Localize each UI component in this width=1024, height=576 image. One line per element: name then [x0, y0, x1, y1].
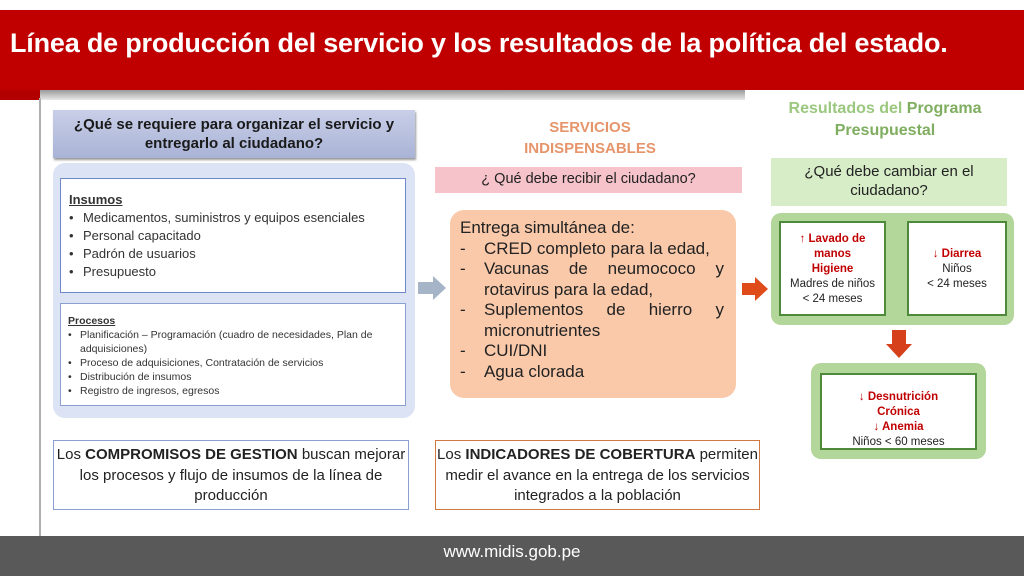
list-item: • Padrón de usuarios [69, 245, 405, 263]
indicadores-note [435, 440, 760, 510]
services-title-line: SERVICIOS [549, 119, 631, 136]
procesos-box [60, 303, 406, 406]
result-label: ↓ Desnutrición [858, 391, 939, 403]
footer-bar [0, 536, 1024, 576]
result-malnutrition [820, 373, 977, 450]
procesos-list [68, 328, 405, 398]
arrow-right-icon [742, 277, 768, 301]
list-item: • Medicamentos, suministros y equipos esenciales [69, 209, 405, 227]
procesos-heading: Procesos [68, 315, 116, 327]
results-title-part: Resultados del [788, 100, 907, 117]
result-label: ↓ Diarrea [932, 248, 982, 260]
result-target: Niños [942, 263, 972, 275]
result-target: Niños < 60 meses [852, 436, 945, 448]
list-item: - CUI/DNI [460, 341, 724, 362]
result-diarrhea [907, 221, 1007, 316]
insumos-heading: Insumos [69, 192, 123, 207]
note-bold-text: INDICADORES DE COBERTURA [465, 446, 696, 463]
organize-service-question: ¿Qué se requiere para organizar el servicio y entregarlo al ciudadano? [53, 110, 415, 158]
list-item: • Registro de ingresos, egresos [68, 384, 405, 398]
services-title-line: INDISPENSABLES [524, 140, 656, 157]
left-divider [39, 98, 41, 536]
services-title [440, 117, 740, 159]
list-item: - Agua clorada [460, 362, 724, 383]
result-label: ↑ Lavado de [799, 233, 866, 245]
arrow-right-icon [418, 276, 446, 300]
list-item: • Proceso de adquisiciones, Contratación de servicios [68, 356, 405, 370]
note-text: Los [437, 446, 466, 463]
result-handwashing [779, 221, 886, 316]
footer-url: www.midis.gob.pe [443, 542, 581, 561]
result-label: ↓ Anemia [873, 421, 924, 433]
list-item: - Vacunas de neumococo y rotavirus para la edad, [460, 259, 724, 300]
note-text: buscan mejorar los procesos y flujo de insumos de la línea de producción [79, 446, 406, 504]
list-item: • Presupuesto [69, 263, 405, 281]
results-title-part: Programa [906, 100, 982, 117]
list-item: • Personal capacitado [69, 227, 405, 245]
compromisos-note [53, 440, 409, 510]
note-text: permiten medir el avance en la entrega de los servicios integrados a la población [445, 446, 758, 504]
result-label: manos [813, 248, 852, 260]
services-question: ¿ Qué debe recibir el ciudadano? [435, 167, 742, 193]
list-item: • Planificación – Programación (cuadro de necesidades, Plan de adquisiciones) [68, 328, 405, 356]
list-item: - CRED completo para la edad, [460, 239, 724, 260]
list-item: - Suplementos de hierro y micronutrientes [460, 300, 724, 341]
services-box [450, 210, 736, 398]
results-question: ¿Qué debe cambiar en el ciudadano? [771, 158, 1007, 206]
services-list [460, 239, 724, 383]
results-title [770, 98, 1000, 142]
result-label: Crónica [877, 406, 920, 418]
services-intro: Entrega simultánea de: [460, 218, 635, 237]
results-title-part: Presupuestal [834, 122, 936, 139]
result-target: Madres de niños [789, 278, 876, 290]
note-text: Los [56, 446, 86, 463]
result-label: Higiene [811, 263, 854, 275]
arrow-down-icon [886, 330, 912, 358]
insumos-box [60, 178, 406, 293]
result-target: < 24 meses [927, 278, 987, 290]
result-target: < 24 meses [802, 293, 863, 305]
header-underline [0, 90, 745, 100]
note-bold-text: COMPROMISOS DE GESTION [85, 446, 298, 463]
list-item: • Distribución de insumos [68, 370, 405, 384]
insumos-list [69, 209, 405, 281]
page-title: Línea de producción del servicio y los resultados de la política del estado. [10, 28, 948, 58]
